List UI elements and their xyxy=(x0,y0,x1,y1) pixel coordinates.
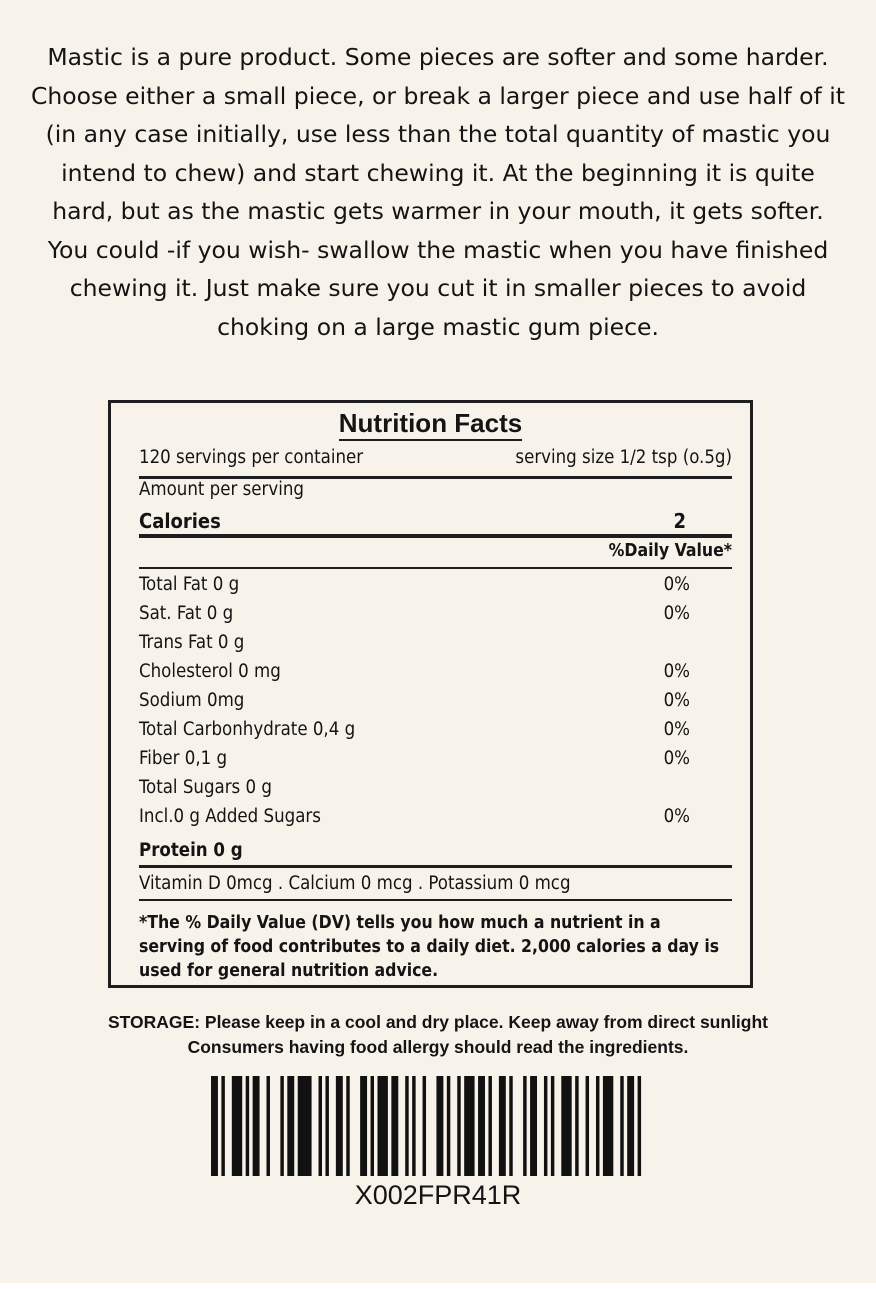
nutrient-row xyxy=(139,719,690,740)
bottom-band xyxy=(0,1283,876,1289)
nutrient-label: Total Carbonhydrate 0,4 g xyxy=(139,719,356,740)
nutrient-label: Sodium 0mg xyxy=(139,690,245,711)
nutrient-row xyxy=(139,690,690,711)
storage-instructions xyxy=(0,1010,876,1060)
nutrient-dv: 0% xyxy=(663,661,690,682)
divider xyxy=(139,865,732,868)
divider xyxy=(139,534,732,538)
nutrient-row xyxy=(139,632,690,653)
instructions-paragraph-1: Mastic is a pure product. Some pieces are softer and some harder. Choose either a small piece, or break a larger piece and use half of it (in any case initially, use less than the total quantity of mastic you intend to chew) and start chewing it. At the beginning it is quite hard, but as the mastic gets warmer in your mouth, it gets softer. xyxy=(30,43,846,225)
nutrient-label: Incl.0 g Added Sugars xyxy=(139,806,321,827)
nutrient-row xyxy=(139,574,690,595)
nutrient-dv: 0% xyxy=(663,748,690,769)
protein-row: Protein 0 g xyxy=(139,840,243,861)
daily-value-footnote: *The % Daily Value (DV) tells you how much a nutrient in a serving of food contributes to a daily diet. 2,000 calories a day is used for general nutrition advice. xyxy=(139,913,720,981)
serving-size: serving size 1/2 tsp (o.5g) xyxy=(515,447,732,468)
allergy-note: Consumers having food allergy should read the ingredients. xyxy=(187,1037,689,1057)
servings-per-container: 120 servings per container xyxy=(139,447,364,468)
barcode-icon xyxy=(211,1076,648,1176)
daily-value-header: %Daily Value* xyxy=(608,541,732,561)
calories-value: 2 xyxy=(673,509,686,533)
nutrient-label: Sat. Fat 0 g xyxy=(139,603,234,624)
nutrient-dv: 0% xyxy=(663,690,690,711)
nutrient-row xyxy=(139,777,690,798)
nutrient-label: Total Sugars 0 g xyxy=(139,777,272,798)
nutrient-label: Cholesterol 0 mg xyxy=(139,661,281,682)
storage-line: STORAGE: Please keep in a cool and dry place. Keep away from direct sunlight xyxy=(107,1012,768,1032)
nutrient-dv: 0% xyxy=(663,574,690,595)
calories-row xyxy=(139,509,732,533)
nutrient-row xyxy=(139,603,690,624)
nutrient-dv: 0% xyxy=(663,719,690,740)
nutrition-facts-panel xyxy=(108,400,753,988)
amount-per-serving: Amount per serving xyxy=(139,479,304,500)
instructions-paragraph-2: You could -if you wish- swallow the mastic when you have finished chewing it. Just make sure you cut it in smaller pieces to avoid choking on a large mastic gum piece. xyxy=(47,235,829,341)
nutrient-row xyxy=(139,748,690,769)
vitamins-row: Vitamin D 0mcg . Calcium 0 mcg . Potassium 0 mcg xyxy=(139,873,571,894)
divider xyxy=(139,567,732,569)
nutrient-row xyxy=(139,661,690,682)
usage-instructions xyxy=(30,38,846,346)
barcode-number: X002FPR41R xyxy=(354,1180,522,1210)
nutrient-label: Total Fat 0 g xyxy=(139,574,240,595)
nutrient-dv: 0% xyxy=(663,603,690,624)
nutrition-facts-title: Nutrition Facts xyxy=(111,408,750,439)
divider xyxy=(139,899,732,901)
calories-label: Calories xyxy=(139,509,221,533)
nutrient-dv: 0% xyxy=(663,806,690,827)
servings-row xyxy=(139,447,732,468)
nutrient-label: Trans Fat 0 g xyxy=(139,632,245,653)
nutrient-row xyxy=(139,806,690,827)
nutrient-label: Fiber 0,1 g xyxy=(139,748,228,769)
